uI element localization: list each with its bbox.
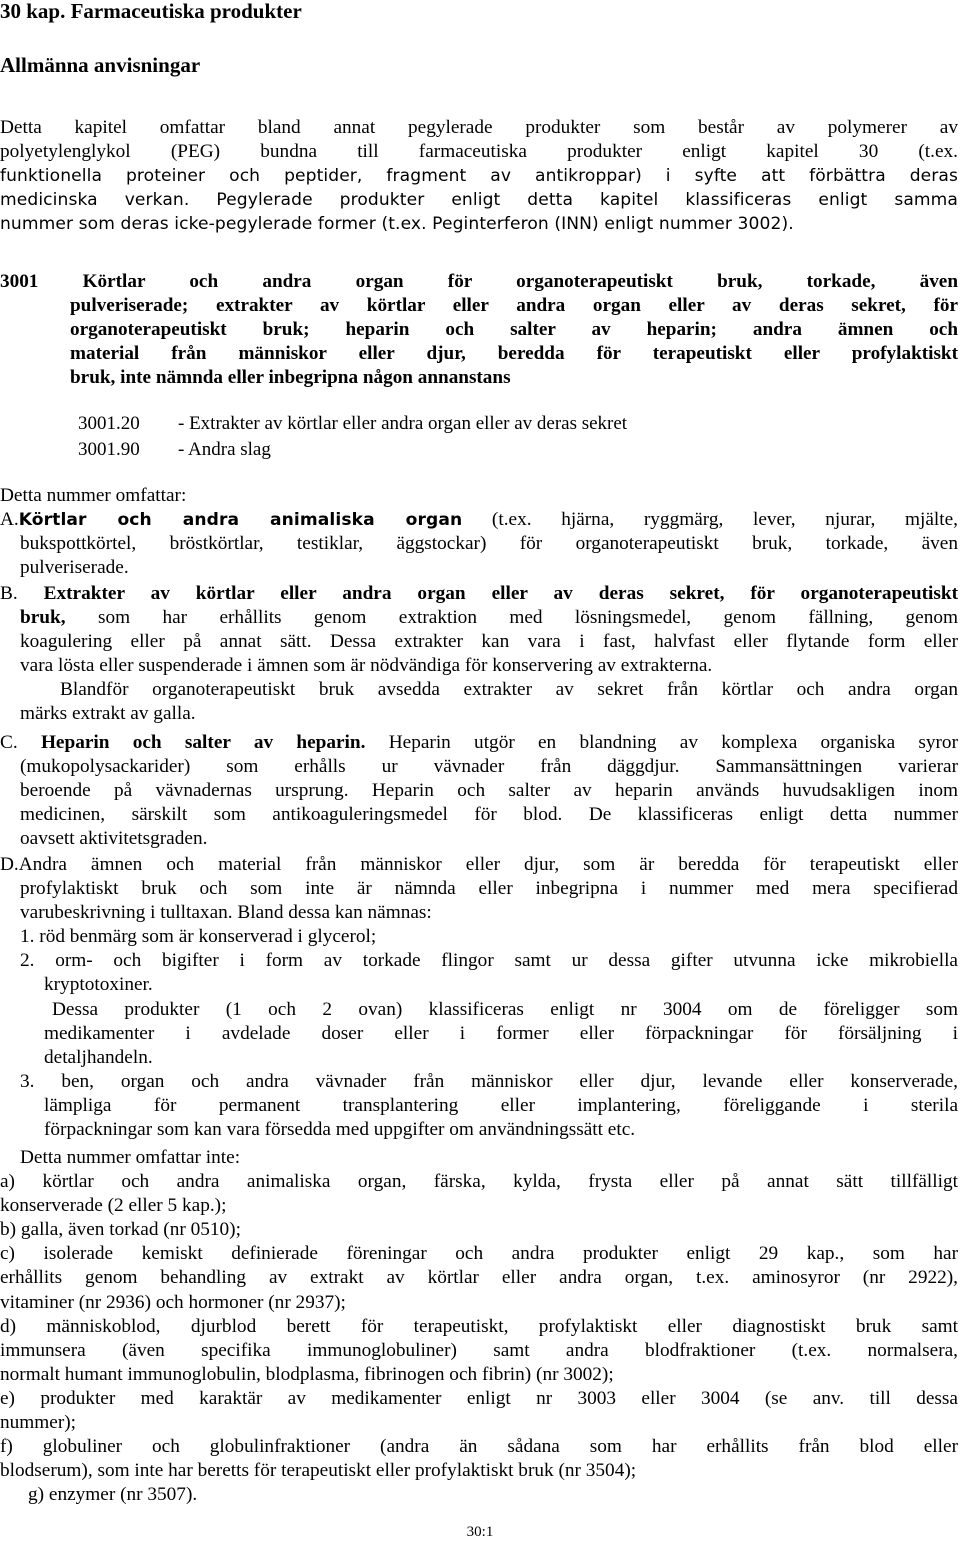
section-d-line: D.Andra ämnen och material från människor eller djur, som är beredda för terapeutiskt eller [0,854,958,875]
intro-paragraph [0,116,958,236]
excludes-line: vitaminer (nr 2936) och hormoner (nr 2937); [0,1291,346,1313]
general-notes-title: Allmänna anvisningar [0,53,201,77]
subheading-text: - Andra slag [178,439,271,460]
section-a-text: (t.ex. hjärna, ryggmärg, lever, njurar, mjälte, [491,509,958,530]
section-b-line: koagulering eller på annat sätt. Dessa extrakter kan vara i fast, halvfast eller flytande form eller [20,631,958,653]
section-c-text: Heparin utgör en blandning av komplexa organiska syror [388,732,958,753]
excludes-line: f) globuliner och globulinfraktioner (andra än sådana som har erhållits från blod eller [0,1436,958,1458]
note-line: medikamenter i avdelade doser eller i former eller förpackningar för försäljning i [44,1022,958,1044]
section-b-title: Extrakter av körtlar eller andra organ eller av deras sekret, för organoterapeutiskt [43,583,959,604]
list-item: 3. ben, organ och andra vävnader från människor eller djur, levande eller konserverade, [20,1070,958,1092]
excludes-line: c) isolerade kemiskt definierade föreningar och andra produkter enligt 29 kap., som har [0,1243,958,1265]
page-number: 30:1 [466,1524,494,1540]
section-a [0,508,958,580]
covers-label: Detta nummer omfattar: [0,485,187,506]
heading-line: 3001 Körtlar och andra organ för organoterapeutiskt bruk, torkade, även [0,271,958,292]
excludes-line: immunsera (även specifika immunoglobuliner) samt andra blodfraktioner (t.ex. normalsera, [0,1339,958,1361]
excludes-label: Detta nummer omfattar inte: [20,1147,241,1168]
list-item: 2. orm- och bigifter i form av torkade flingor samt ur dessa gifter utvunna icke mikrobiella [20,950,958,972]
section-b-title-end: bruk, [20,607,66,629]
section-b-line: märks extrakt av galla. [20,703,196,725]
section-a-title: Körtlar och andra animaliska organ [18,510,463,530]
section-d-line: profylaktiskt bruk och som inte är nämnda eller inbegripna i nummer med mera specifierad [20,878,958,900]
section-c [0,731,958,851]
note-line: detaljhandeln. [44,1046,153,1068]
excludes-line: nummer); [0,1412,77,1434]
intro-line: polyetylenglykol (PEG) bundna till farmaceutiska produkter enligt kapitel 30 (t.ex. [0,141,958,163]
heading-line: bruk, inte nämnda eller inbegripna någon annanstans [70,367,511,388]
section-c-prefix: C. [0,732,18,753]
note-line: Dessa produkter (1 och 2 ovan) klassificeras enligt nr 3004 om de föreligger som [52,998,958,1020]
excludes-line: normalt humant immunoglobulin, blodplasma, fibrinogen och fibrin) (nr 3002); [0,1363,614,1385]
heading-line: material från människor eller djur, beredda för terapeutiskt eller profylaktiskt [70,343,958,364]
excludes-line: erhållits genom behandling av extrakt av körtlar eller andra organ, t.ex. aminosyror (nr 2922), [0,1267,958,1289]
list-item-cont: lämpliga för permanent transplantering eller implantering, föreliggande i sterila [44,1094,958,1116]
intro-line: nummer som deras icke-pegylerade former (t.ex. Peginterferon (INN) enligt nummer 3002). [0,214,794,235]
subheading-code: 3001.90 [78,439,140,460]
subheading-code: 3001.20 [78,413,140,434]
section-b-line: vara lösta eller suspenderade i ämnen som är nödvändiga för konservering av extrakterna. [20,655,713,677]
heading-line: pulveriserade; extrakter av körtlar eller andra organ eller av deras sekret, för [70,295,958,316]
section-a-prefix: A. [0,509,19,530]
intro-line: funktionella proteiner och peptider, fragment av antikroppar) i syfte att förbättra deras [0,166,958,187]
excludes-line: a) körtlar och andra animaliska organ, färska, kylda, frysta eller på annat sätt tillfälligt [0,1171,958,1193]
heading-line: organoterapeutiskt bruk; heparin och salter av heparin; andra ämnen och [70,319,958,340]
section-c-line: oavsett aktivitetsgraden. [20,828,208,850]
list-item: 1. röd benmärg som är konserverad i glycerol; [20,926,377,948]
excludes-section [0,1146,958,1507]
section-c-title: Heparin och salter av heparin. [40,732,366,753]
subheading-text: - Extrakter av körtlar eller andra organ eller av deras sekret [178,413,628,434]
excludes-line: g) enzymer (nr 3507). [28,1484,198,1506]
section-d-line: varubeskrivning i tulltaxan. Bland dessa kan nämnas: [20,902,432,924]
section-c-line: medicinen, särskilt som antikoaguleringsmedel för blod. De klassificeras enligt detta nummer [20,804,958,826]
section-a-line: pulveriserade. [20,557,129,579]
section-c-line: beroende på vävnadernas ursprung. Heparin och salter av heparin används huvudsakligen inom [20,780,958,802]
excludes-line: d) människoblod, djurblod berett för terapeutiskt, profylaktiskt eller diagnostiskt bruk samt [0,1315,958,1337]
section-b-text: som har erhållits genom extraktion med lösningsmedel, genom fällning, genom [97,607,958,629]
excludes-line: blodserum), som inte har beretts för terapeutiskt eller profylaktiskt bruk (nr 3504); [0,1460,637,1482]
intro-line: Detta kapitel omfattar bland annat pegylerade produkter som består av polymerer av [0,117,958,138]
section-b [0,582,958,727]
intro-line: medicinska verkan. Pegylerade produkter enligt detta kapitel klassificeras enligt samma [0,190,958,211]
section-a-line: bukspottkörtel, bröstkörtlar, testiklar, äggstockar) för organoterapeutiskt bruk, torkade, även [20,533,958,555]
section-c-line: (mukopolysackarider) som erhålls ur vävnader från däggdjur. Sammansättningen varierar [20,756,958,778]
list-item-cont: kryptotoxiner. [44,974,153,996]
list-item-cont: förpackningar som kan vara försedda med uppgifter om användningssätt etc. [44,1119,636,1141]
section-b-line: Blandför organoterapeutiskt bruk avsedda extrakter av sekret från körtlar och andra organ [60,679,958,701]
section-d [0,853,958,1142]
chapter-title: 30 kap. Farmaceutiska produkter [0,0,302,23]
excludes-line: konserverade (2 eller 5 kap.); [0,1195,227,1217]
excludes-line: b) galla, även torkad (nr 0510); [0,1219,241,1241]
section-b-prefix: B. [0,583,18,604]
heading-3001 [0,270,958,390]
excludes-line: e) produkter med karaktär av medikamenter enligt nr 3003 eller 3004 (se anv. till dessa [0,1387,958,1409]
